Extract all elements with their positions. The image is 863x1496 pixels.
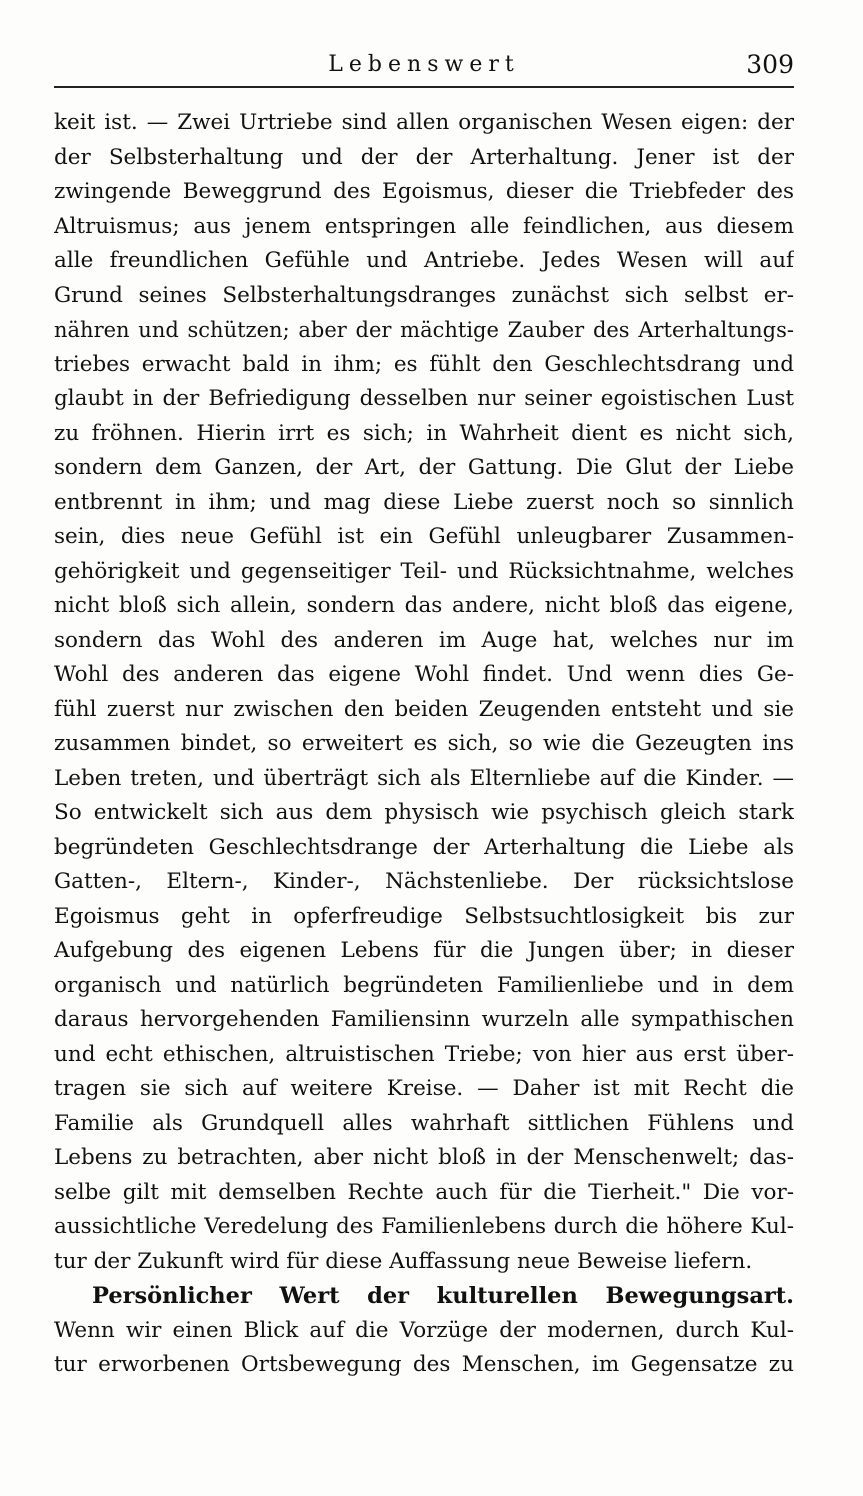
text-line: Grund seines Selbsterhaltungsdranges zunächst sich selbst er- [54, 282, 794, 308]
body-text [54, 106, 794, 1383]
text-line: Leben treten, und überträgt sich als Elternliebe auf die Kinder. — [54, 765, 794, 791]
text-line: Wenn wir einen Blick auf die Vorzüge der modernen, durch Kul- [54, 1317, 794, 1343]
text-line: begründeten Geschlechtsdrange der Arterhaltung die Liebe als [54, 834, 794, 860]
text-line: Familie als Grundquell alles wahrhaft sittlichen Fühlens und [54, 1110, 794, 1136]
text-line: triebes erwacht bald in ihm; es fühlt den Geschlechtsdrang und [54, 351, 794, 377]
text-line: zwingende Beweggrund des Egoismus, dieser die Triebfeder des [54, 179, 794, 204]
text-line: sondern das Wohl des anderen im Auge hat, welches nur im [54, 627, 794, 653]
text-line: keit ist. — Zwei Urtriebe sind allen organischen Wesen eigen: der [54, 110, 794, 135]
text-line: und echt ethischen, altruistischen Triebe; von hier aus erst über- [54, 1041, 794, 1067]
text-line: zu fröhnen. Hierin irrt es sich; in Wahrheit dient es nicht sich, [54, 420, 794, 446]
text-line: aussichtliche Veredelung des Familienlebens durch die höhere Kul- [54, 1214, 794, 1239]
text-line: Altruismus; aus jenem entspringen alle feindlichen, aus diesem [54, 213, 794, 239]
text-line: zusammen bindet, so erweitert es sich, so wie die Gezeugten ins [54, 731, 794, 756]
text-line: tragen sie sich auf weitere Kreise. — Daher ist mit Recht die [54, 1076, 794, 1101]
text-line: daraus hervorgehenden Familiensinn wurzeln alle sympathischen [54, 1007, 794, 1032]
header-rule [54, 86, 794, 88]
section-heading: Persönlicher Wert der kulturellen Bewegungsart. [92, 1283, 794, 1309]
text-line: Wohl des anderen das eigene Wohl findet. Und wenn dies Ge- [54, 662, 794, 687]
text-line: Gatten-, Eltern-, Kinder-, Nächstenliebe. Der rücksichtslose [54, 869, 794, 894]
text-line: glaubt in der Befriedigung desselben nur seiner egoistischen Lust [54, 386, 794, 411]
page-number: 309 [746, 50, 794, 79]
text-line: entbrennt in ihm; und mag diese Liebe zuerst noch so sinnlich [54, 489, 794, 515]
page-header [54, 50, 794, 84]
running-head: Lebenswert [328, 52, 520, 77]
text-line: fühl zuerst nur zwischen den beiden Zeugenden entsteht und sie [54, 696, 794, 722]
text-line: alle freundlichen Gefühle und Antriebe. Jedes Wesen will auf [54, 248, 794, 273]
text-line: Lebens zu betrachten, aber nicht bloß in der Menschenwelt; das- [54, 1145, 794, 1170]
text-line: tur der Zukunft wird für diese Auffassung neue Beweise liefern. [54, 1248, 753, 1274]
text-line: tur erworbenen Ortsbewegung des Menschen, im Gegensatze zu [54, 1352, 794, 1377]
text-line: Aufgebung des eigenen Lebens für die Jungen über; in dieser [54, 938, 794, 963]
text-line: der Selbsterhaltung und der der Arterhaltung. Jener ist der [54, 144, 794, 170]
text-line: sondern dem Ganzen, der Art, der Gattung. Die Glut der Liebe [54, 455, 794, 480]
text-line: gehörigkeit und gegenseitiger Teil- und Rücksichtnahme, welches [54, 558, 794, 584]
text-line: Egoismus geht in opferfreudige Selbstsuchtlosigkeit bis zur [54, 903, 794, 929]
text-line: organisch und natürlich begründeten Familienliebe und in dem [54, 972, 794, 998]
text-line: selbe gilt mit demselben Rechte auch für die Tierheit." Die vor- [54, 1179, 794, 1205]
text-line: sein, dies neue Gefühl ist ein Gefühl unleugbarer Zusammen- [54, 524, 794, 549]
text-line: nähren und schützen; aber der mächtige Zauber des Arterhaltungs- [54, 318, 794, 342]
text-line: So entwickelt sich aus dem physisch wie psychisch gleich stark [54, 800, 794, 825]
text-line: nicht bloß sich allein, sondern das andere, nicht bloß das eigene, [54, 593, 794, 618]
